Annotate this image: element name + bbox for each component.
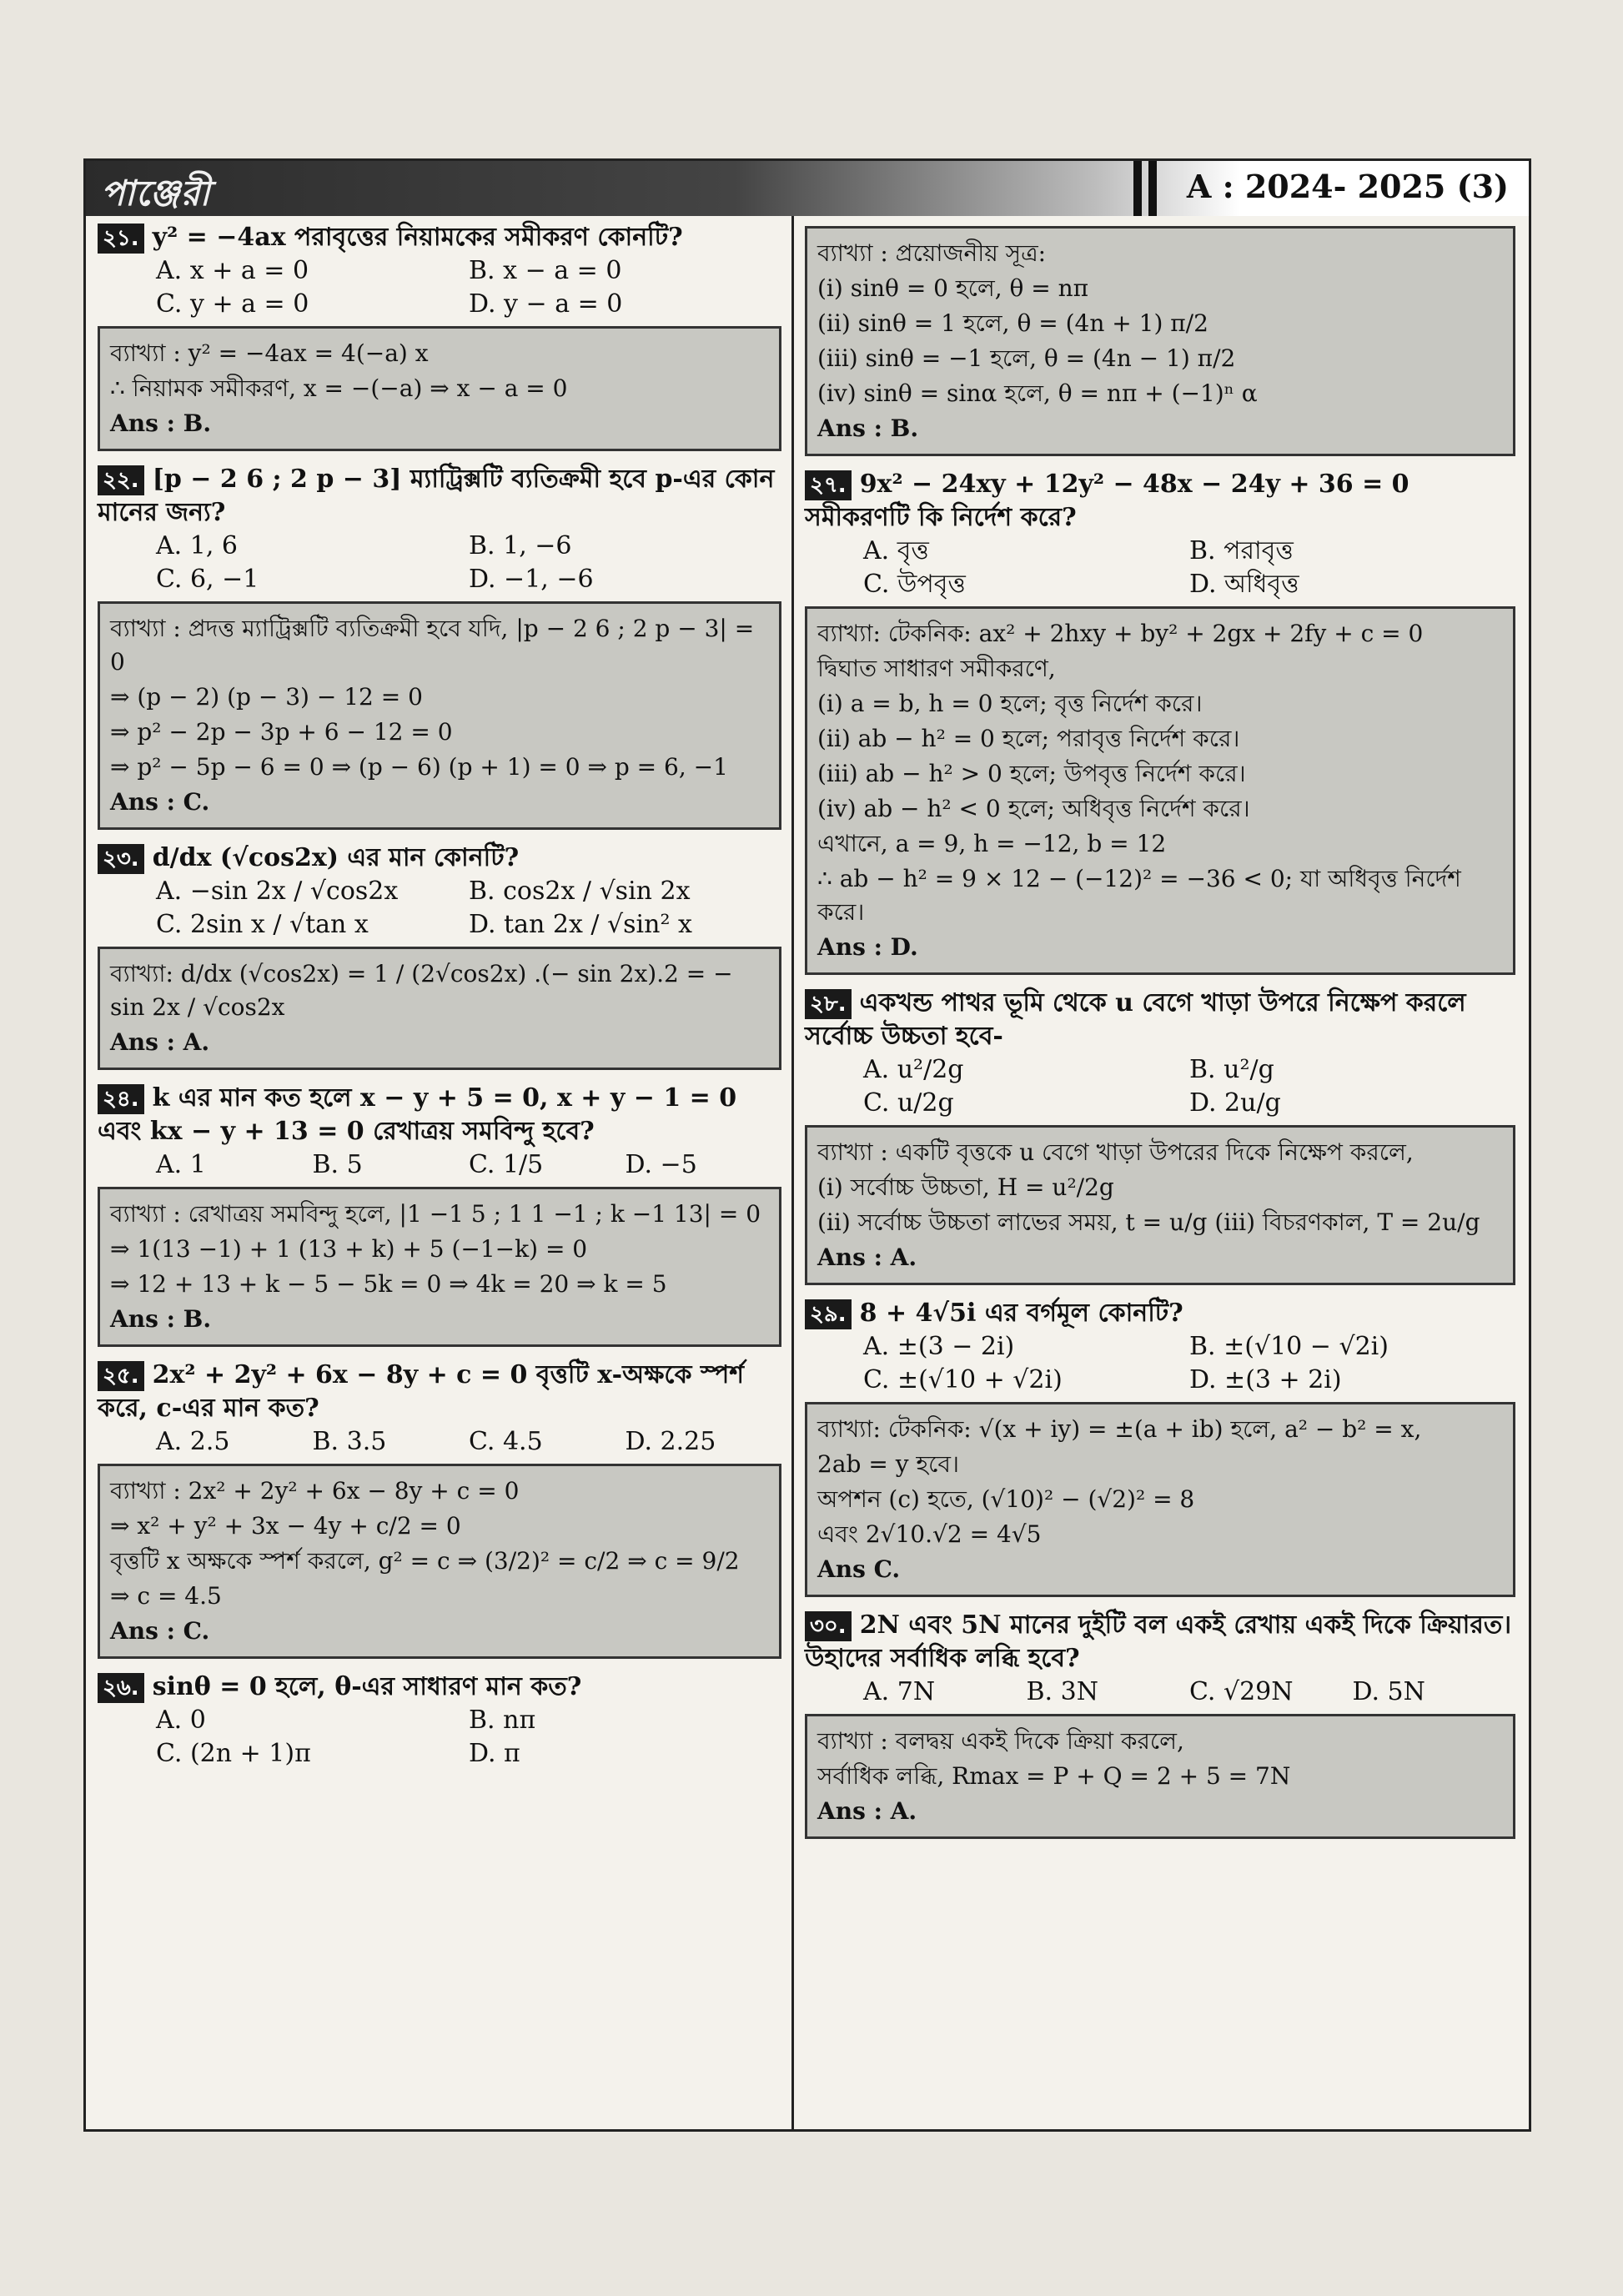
explanation-line: (ii) সর্বোচ্চ উচ্চতা লাভের সময়, t = u/g (iii) বিচরণকাল, T = 2u/g	[817, 1208, 1480, 1236]
option-item: D. 2u/g	[1189, 1088, 1281, 1118]
question-line	[805, 468, 1515, 535]
explanation-box	[98, 947, 781, 1070]
explanation-line: এখানে, a = 9, h = −12, b = 12	[817, 830, 1167, 857]
explanation-line: এবং 2√10.√2 = 4√5	[817, 1520, 1042, 1548]
explanation-box	[805, 606, 1515, 975]
option-item: A. −sin 2x / √cos2x	[156, 877, 399, 906]
explanation-line: ⇒ p² − 2p − 3p + 6 − 12 = 0	[110, 718, 453, 746]
question-line	[805, 1297, 1515, 1330]
answer-label: Ans : B.	[817, 414, 919, 442]
option-item: C. √29N	[1189, 1677, 1294, 1706]
explanation-box	[98, 601, 781, 830]
explanation-line: ব্যাখ্যা : বলদ্বয় একই দিকে ক্রিয়া করলে,	[817, 1727, 1184, 1755]
answer-label: Ans : B.	[110, 409, 212, 437]
options-list	[805, 1676, 1515, 1709]
option-item: B. 5	[312, 1150, 363, 1179]
question-text: 8 + 4√5i এর বর্গমূল কোনটি?	[859, 1299, 1183, 1328]
question-block	[805, 226, 1515, 456]
answer-label: Ans C.	[817, 1555, 901, 1583]
option-item: C. 6, −1	[156, 565, 259, 594]
explanation-box	[98, 326, 781, 451]
options-list	[98, 875, 781, 942]
explanation-line: (i) sinθ = 0 হলে, θ = nπ	[817, 274, 1089, 302]
question-number: ২৪.	[98, 1084, 144, 1114]
question-block	[805, 1609, 1515, 1839]
option-item: B. cos2x / √sin 2x	[469, 877, 691, 906]
header-divider-bars	[1133, 161, 1163, 216]
question-line	[98, 463, 781, 530]
question-line	[805, 987, 1515, 1053]
option-item: C. ±(√10 + √2i)	[863, 1365, 1063, 1394]
option-item: A. 1	[156, 1150, 206, 1179]
option-item: A. u²/2g	[863, 1055, 964, 1084]
options-list	[98, 1704, 781, 1771]
question-block	[98, 1359, 781, 1659]
question-number: ২৯.	[805, 1299, 852, 1329]
explanation-line: 2ab = y হবে।	[817, 1450, 959, 1478]
explanation-line: ⇒ 1(13 −1) + 1 (13 + k) + 5 (−1−k) = 0	[110, 1235, 588, 1263]
explanation-line: ব্যাখ্যা: d/dx (√cos2x) = 1 / (2√cos2x) .(− sin 2x).2 = − sin 2x / √cos2x	[110, 960, 733, 1021]
answer-label: Ans : C.	[110, 788, 210, 816]
option-item: C. u/2g	[863, 1088, 954, 1118]
question-block	[98, 1671, 781, 1771]
option-item: B. 1, −6	[469, 531, 572, 560]
answer-label: Ans : A.	[110, 1028, 210, 1056]
explanation-box	[98, 1187, 781, 1347]
explanation-box	[805, 1125, 1515, 1285]
option-item: D. 5N	[1352, 1677, 1425, 1706]
option-item: D. 2.25	[625, 1427, 716, 1456]
option-item: B. 3N	[1026, 1677, 1098, 1706]
explanation-box	[805, 1402, 1515, 1597]
answer-label: Ans : A.	[817, 1797, 917, 1825]
explanation-line: (i) সর্বোচ্চ উচ্চতা, H = u²/2g	[817, 1173, 1114, 1201]
option-item: B. 3.5	[312, 1427, 387, 1456]
explanation-line: (iii) sinθ = −1 হলে, θ = (4n − 1) π/2	[817, 344, 1236, 372]
option-item: C. 2sin x / √tan x	[156, 910, 369, 939]
explanation-line: (i) a = b, h = 0 হলে; বৃত্ত নির্দেশ করে।	[817, 690, 1203, 717]
option-item: A. 2.5	[156, 1427, 230, 1456]
question-line	[98, 1671, 781, 1704]
explanation-line: ∴ ab − h² = 9 × 12 − (−12)² = −36 < 0; যা অধিবৃত্ত নির্দেশ করে।	[817, 865, 1461, 926]
question-text: d/dx (√cos2x) এর মান কোনটি?	[152, 843, 520, 872]
option-item: C. y + a = 0	[156, 289, 309, 319]
left-column	[98, 221, 781, 1776]
explanation-line: ব্যাখ্যা : 2x² + 2y² + 6x − 8y + c = 0	[110, 1477, 520, 1505]
option-item: D. অধিবৃত্ত	[1189, 570, 1299, 599]
question-text: k এর মান কত হলে x − y + 5 = 0, x + y − 1 = 0 এবং kx − y + 13 = 0 রেখাত্রয় সমবিন্দু হবে?	[98, 1083, 737, 1146]
explanation-line: ব্যাখ্যা : প্রদত্ত ম্যাট্রিক্সটি ব্যতিক্রমী হবে যদি, |p − 2 6 ; 2 p − 3| = 0	[110, 615, 755, 676]
question-number: ২২.	[98, 465, 144, 495]
option-item: A. 0	[156, 1706, 206, 1735]
option-item: A. x + a = 0	[156, 256, 309, 285]
explanation-line: ⇒ c = 4.5	[110, 1582, 222, 1610]
options-list	[805, 535, 1515, 601]
question-number: ২৮.	[805, 989, 852, 1019]
options-list	[98, 254, 781, 321]
option-item: D. y − a = 0	[469, 289, 623, 319]
explanation-line: (iv) sinθ = sinα হলে, θ = nπ + (−1)ⁿ α	[817, 379, 1258, 407]
explanation-line: ⇒ (p − 2) (p − 3) − 12 = 0	[110, 683, 423, 711]
question-number: ২৬.	[98, 1673, 144, 1703]
explanation-box	[98, 1464, 781, 1659]
option-item: A. ±(3 − 2i)	[863, 1332, 1015, 1361]
question-line	[805, 1609, 1515, 1676]
question-text: 2N এবং 5N মানের দুইটি বল একই রেখায় একই দিকে ক্রিয়ারত। উহাদের সর্বাধিক লব্ধি হবে?	[805, 1610, 1512, 1673]
option-item: D. −5	[625, 1150, 697, 1179]
explanation-box	[805, 226, 1515, 456]
option-item: B. x − a = 0	[469, 256, 622, 285]
explanation-line: ⇒ x² + y² + 3x − 4y + c/2 = 0	[110, 1512, 461, 1540]
right-column	[805, 221, 1515, 1851]
question-block	[805, 468, 1515, 975]
explanation-line: (ii) sinθ = 1 হলে, θ = (4n + 1) π/2	[817, 309, 1208, 337]
explanation-line: অপশন (c) হতে, (√10)² − (√2)² = 8	[817, 1485, 1195, 1513]
option-item: C. উপবৃত্ত	[863, 570, 966, 599]
question-number: ২৫.	[98, 1361, 144, 1391]
question-text: [p − 2 6 ; 2 p − 3] ম্যাট্রিক্সটি ব্যতিক্রমী হবে p-এর কোন মানের জন্য?	[98, 465, 775, 527]
question-number: ৩০.	[805, 1611, 852, 1641]
explanation-line: ব্যাখ্যা : একটি বৃত্তকে u বেগে খাড়া উপরের দিকে নিক্ষেপ করলে,	[817, 1138, 1414, 1166]
page-sheet	[83, 158, 1531, 2132]
question-text: y² = −4ax পরাবৃত্তের নিয়ামকের সমীকরণ কোনটি?	[152, 223, 683, 252]
explanation-line: ∴ নিয়ামক সমীকরণ, x = −(−a) ⇒ x − a = 0	[110, 374, 568, 402]
options-list	[98, 1148, 781, 1182]
question-text: sinθ = 0 হলে, θ-এর সাধারণ মান কত?	[152, 1672, 582, 1701]
header-bar	[86, 161, 1529, 216]
question-text: একখন্ড পাথর ভূমি থেকে u বেগে খাড়া উপরে নিক্ষেপ করলে সর্বোচ্চ উচ্চতা হবে-	[805, 988, 1466, 1051]
option-item: D. tan 2x / √sin² x	[469, 910, 692, 939]
question-block	[98, 221, 781, 451]
question-block	[805, 987, 1515, 1285]
explanation-line: ব্যাখ্যা : রেখাত্রয় সমবিন্দু হলে, |1 −1 5 ; 1 1 −1 ; k −1 13| = 0	[110, 1200, 761, 1228]
question-block	[98, 463, 781, 830]
option-item: A. 7N	[863, 1677, 936, 1706]
question-block	[805, 1297, 1515, 1597]
answer-label: Ans : C.	[110, 1617, 210, 1645]
option-item: B. u²/g	[1189, 1055, 1274, 1084]
explanation-line: (iii) ab − h² > 0 হলে; উপবৃত্ত নির্দেশ করে।	[817, 760, 1246, 787]
explanation-line: ব্যাখ্যা : প্রয়োজনীয় সূত্র:	[817, 239, 1047, 267]
question-line	[98, 842, 781, 875]
option-item: B. nπ	[469, 1706, 536, 1735]
question-number: ২৩.	[98, 844, 144, 874]
options-list	[98, 1425, 781, 1459]
explanation-line: ব্যাখ্যা : y² = −4ax = 4(−a) x	[110, 339, 429, 367]
question-text: 2x² + 2y² + 6x − 8y + c = 0 বৃত্তটি x-অক্ষকে স্পর্শ করে, c-এর মান কত?	[98, 1360, 745, 1423]
option-item: D. −1, −6	[469, 565, 594, 594]
explanation-line: বৃত্তটি x অক্ষকে স্পর্শ করলে, g² = c ⇒ (3/2)² = c/2 ⇒ c = 9/2	[110, 1547, 740, 1575]
question-line	[98, 1359, 781, 1425]
option-item: C. 1/5	[469, 1150, 544, 1179]
question-line	[98, 221, 781, 254]
option-item: B. পরাবৃত্ত	[1189, 536, 1294, 565]
option-item: C. (2n + 1)π	[156, 1739, 311, 1768]
answer-label: Ans : A.	[817, 1243, 917, 1271]
explanation-line: ব্যাখ্যা: টেকনিক: ax² + 2hxy + by² + 2gx + 2fy + c = 0	[817, 620, 1424, 647]
explanation-line: (ii) ab − h² = 0 হলে; পরাবৃত্ত নির্দেশ করে।	[817, 725, 1240, 752]
explanation-line: ব্যাখ্যা: টেকনিক: √(x + iy) = ±(a + ib) হলে, a² − b² = x,	[817, 1415, 1422, 1443]
question-number: ২৭.	[805, 470, 852, 500]
explanation-line: (iv) ab − h² < 0 হলে; অধিবৃত্ত নির্দেশ করে।	[817, 795, 1250, 822]
options-list	[805, 1053, 1515, 1120]
answer-label: Ans : B.	[110, 1305, 212, 1333]
options-list	[805, 1330, 1515, 1397]
options-list	[98, 530, 781, 596]
explanation-line: সর্বাধিক লব্ধি, Rmax = P + Q = 2 + 5 = 7N	[817, 1762, 1291, 1790]
option-item: C. 4.5	[469, 1427, 543, 1456]
explanation-line: ⇒ 12 + 13 + k − 5 − 5k = 0 ⇒ 4k = 20 ⇒ k = 5	[110, 1270, 667, 1298]
option-item: D. ±(3 + 2i)	[1189, 1365, 1342, 1394]
brand-logo: পাঞ্জেরী	[101, 173, 211, 214]
explanation-line: ⇒ p² − 5p − 6 = 0 ⇒ (p − 6) (p + 1) = 0 ⇒ p = 6, −1	[110, 753, 728, 781]
column-divider	[791, 216, 794, 2129]
question-number: ২১.	[98, 224, 144, 254]
question-block	[98, 1082, 781, 1347]
question-block	[98, 842, 781, 1070]
explanation-box	[805, 1714, 1515, 1839]
option-item: D. π	[469, 1739, 520, 1768]
question-text: 9x² − 24xy + 12y² − 48x − 24y + 36 = 0 সমীকরণটি কি নির্দেশ করে?	[805, 470, 1409, 532]
option-item: B. ±(√10 − √2i)	[1189, 1332, 1389, 1361]
answer-label: Ans : D.	[817, 933, 918, 961]
edition-label: A : 2024- 2025 (3)	[1186, 168, 1509, 205]
option-item: A. 1, 6	[156, 531, 238, 560]
explanation-line: দ্বিঘাত সাধারণ সমীকরণে,	[817, 655, 1056, 682]
option-item: A. বৃত্ত	[863, 536, 929, 565]
question-line	[98, 1082, 781, 1148]
